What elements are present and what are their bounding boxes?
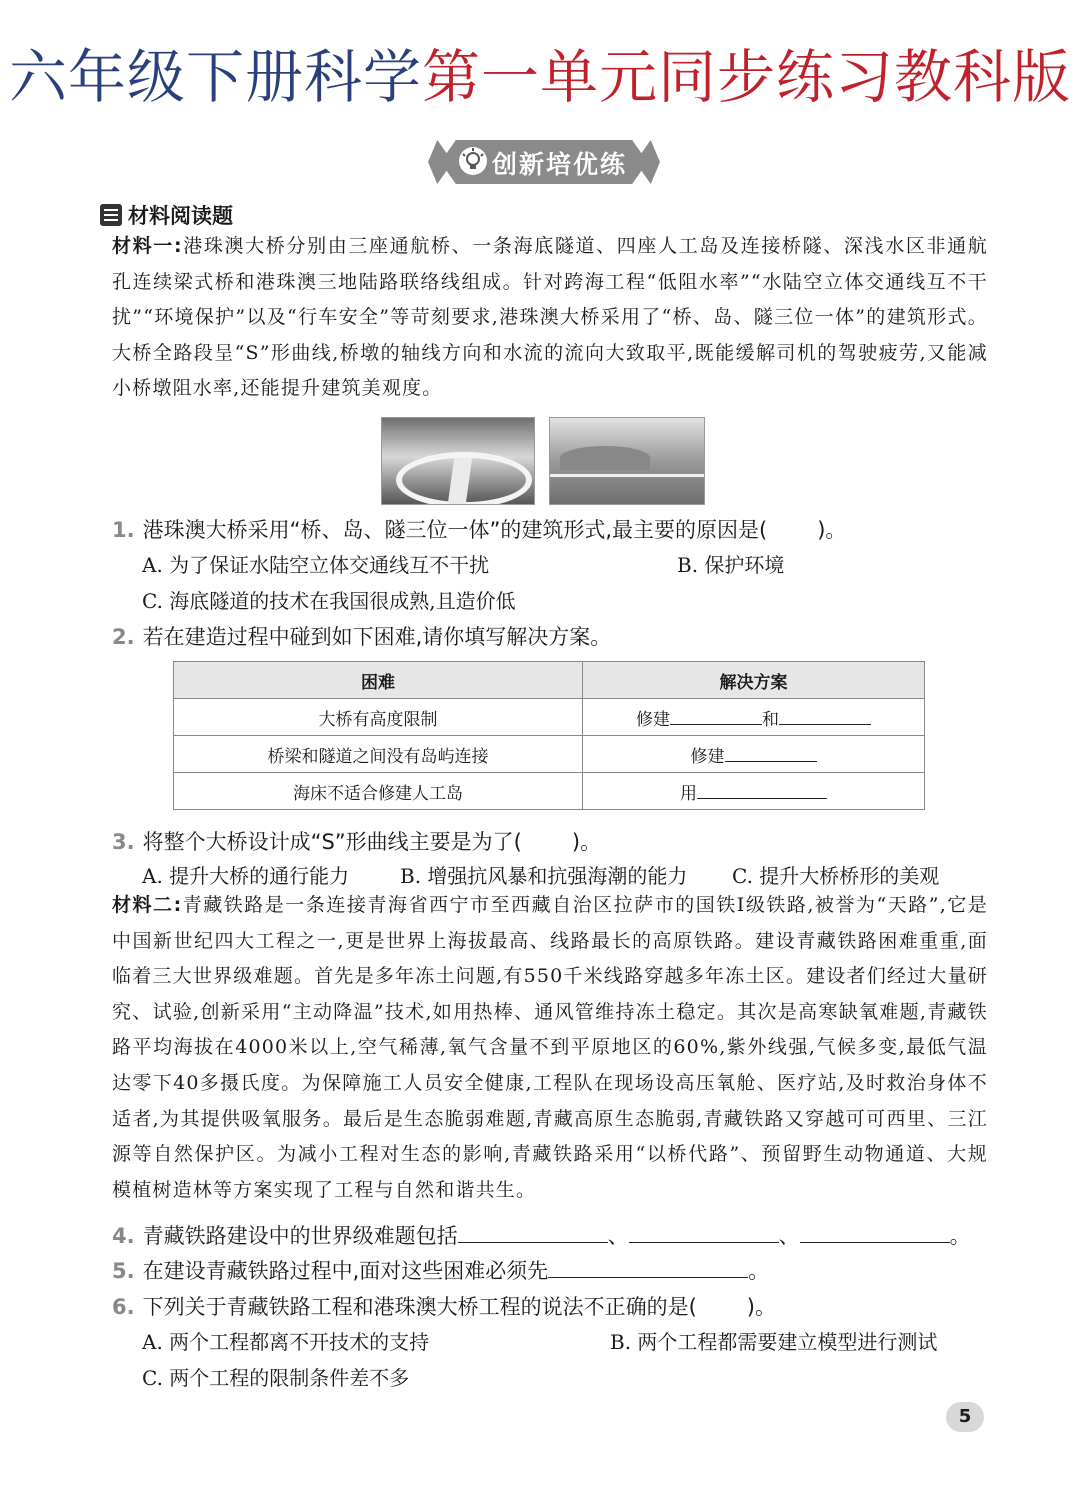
answer-blank[interactable] (629, 1222, 779, 1243)
answer-blank[interactable] (725, 741, 817, 762)
table-row: 海床不适合修建人工岛 用 (174, 773, 925, 810)
question-1: 1. 港珠澳大桥采用“桥、岛、隧三位一体”的建筑形式,最主要的原因是( )。 (112, 518, 847, 542)
answer-blank[interactable] (670, 704, 762, 725)
page-title: 六年级下册科学第一单元同步练习教科版 (8, 43, 1072, 111)
q6-option-a[interactable]: A. 两个工程都离不开技术的支持 (142, 1330, 430, 1354)
table-row: 桥梁和隧道之间没有岛屿连接 修建 (174, 736, 925, 773)
q3-option-a[interactable]: A. 提升大桥的通行能力 (142, 864, 350, 888)
answer-blank[interactable] (458, 1222, 608, 1243)
question-4: 4. 青藏铁路建设中的世界级难题包括 、 、 。 (112, 1224, 971, 1248)
q3-option-c[interactable]: C. 提升大桥桥形的美观 (732, 864, 940, 888)
material-one: 材料一:港珠澳大桥分别由三座通航桥、一条海底隧道、四座人工岛及连接桥隧、深浅水区非通航孔连续梁式桥和港珠澳三地陆路联络线组成。针对跨海工程“低阻水率”“水陆空立体交通线互不干扰”“环境保护”以及“行车安全”等苛刻要求,港珠澳大桥采用了“桥、岛、隧三位一体”的建筑形式。大桥全路段呈“S”形曲线,桥墩的轴线方向和水流的流向大致取平,既能缓解司机的驾驶疲劳,又能减小桥墩阻水率,还能提升建筑美观度。 (112, 235, 988, 400)
answer-blank[interactable] (779, 704, 871, 725)
answer-blank[interactable] (800, 1222, 950, 1243)
question-3: 3. 将整个大桥设计成“S”形曲线主要是为了( )。 (112, 830, 602, 854)
answer-blank[interactable] (697, 778, 827, 799)
question-6: 6. 下列关于青藏铁路工程和港珠澳大桥工程的说法不正确的是( )。 (112, 1295, 776, 1319)
answer-blank[interactable] (548, 1257, 748, 1278)
q1-option-a[interactable]: A. 为了保证水陆空立体交通线互不干扰 (142, 553, 490, 577)
q3-option-b[interactable]: B. 增强抗风暴和抗强海潮的能力 (400, 864, 688, 888)
banner-label: 创新培优练 (492, 150, 628, 179)
q6-option-b[interactable]: B. 两个工程都需要建立模型进行测试 (610, 1330, 938, 1354)
answer-blank[interactable] (767, 517, 817, 537)
lightbulb-icon (458, 146, 488, 176)
material-two: 材料二:青藏铁路是一条连接青海省西宁市至西藏自治区拉萨市的国铁I级铁路,被誉为“天路”,它是中国新世纪四大工程之一,更是世界上海拔最高、线路最长的高原铁路。建设青藏铁路困难重重,面临着三大世界级难题。首先是多年冻土问题,有550千米线路穿越多年冻土区。建设者们经过大量研究、试验,创新采用“主动降温”技术,如用热棒、通风管维持冻土稳定。其次是高寒缺氧难题,青藏铁路平均海拔在4000米以上,空气稀薄,氧气含量不到平原地区的60%,紫外线强,气候多变,最低气温达零下40多摄氏度。为保障施工人员安全健康,工程队在现场设高压氧舱、医疗站,及时救治身体不适者,为其提供吸氧服务。最后是生态脆弱难题,青藏高原生态脆弱,青藏铁路又穿越可可西里、三江源等自然保护区。为减小工程对生态的影响,青藏铁路采用“以桥代路”、预留野生动物通道、大规模植树造林等方案实现了工程与自然和谐共生。 (112, 894, 988, 1201)
q1-option-b[interactable]: B. 保护环境 (677, 553, 785, 577)
bridge-sea-photo (549, 417, 705, 505)
table-row: 大桥有高度限制 修建 和 (174, 699, 925, 736)
list-icon (100, 204, 122, 226)
question-2: 2. 若在建造过程中碰到如下困难,请你填写解决方案。 (112, 625, 612, 649)
table-header-difficulty: 困难 (174, 662, 583, 699)
solution-table (173, 661, 925, 810)
answer-blank[interactable] (697, 1294, 747, 1314)
question-5: 5. 在建设青藏铁路过程中,面对这些困难必须先 。 (112, 1259, 770, 1283)
bridge-island-photo (381, 417, 535, 505)
section-heading: 材料阅读题 (100, 200, 233, 230)
q6-option-c[interactable]: C. 两个工程的限制条件差不多 (142, 1366, 410, 1390)
table-header-solution: 解决方案 (583, 662, 925, 699)
answer-blank[interactable] (522, 829, 572, 849)
q1-option-c[interactable]: C. 海底隧道的技术在我国很成熟,且造价低 (142, 589, 516, 613)
page-number: 5 (946, 1402, 984, 1432)
section-banner (428, 140, 660, 184)
